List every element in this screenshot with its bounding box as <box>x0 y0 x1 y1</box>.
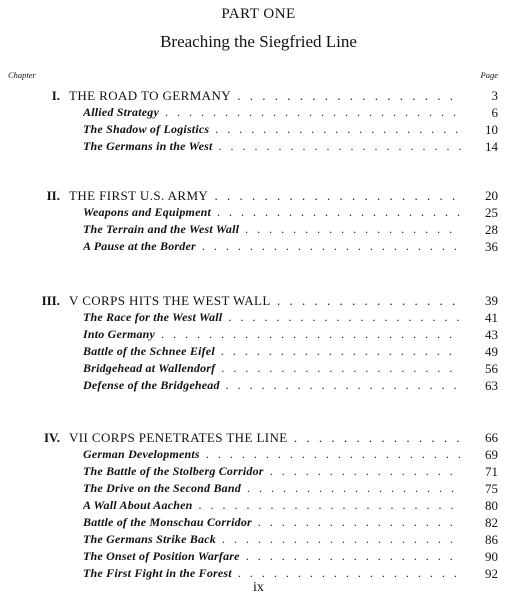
part-subtitle: Breaching the Siegfried Line <box>160 32 357 51</box>
section-title: Weapons and Equipment . . . <box>83 204 461 221</box>
toc-chapter-entry <box>0 429 517 446</box>
page-column-heading: Page <box>480 70 498 80</box>
page-number: 43 <box>485 327 498 342</box>
toc-chapter-entry <box>0 87 517 104</box>
section-title: Battle of the Monschau Corridor . . . <box>83 514 461 531</box>
chapter-number: III. <box>41 293 60 308</box>
section-title: A Pause at the Border . . . <box>83 238 461 255</box>
page-number: 49 <box>485 344 498 359</box>
chapter-title: THE FIRST U.S. ARMY . . . <box>69 187 461 204</box>
page-number: 56 <box>485 361 498 376</box>
page-number: 69 <box>485 447 498 462</box>
section-title: The Battle of the Stolberg Corridor . . . <box>83 463 461 480</box>
page-number: 80 <box>485 498 498 513</box>
section-title: Battle of the Schnee Eifel . . . <box>83 343 461 360</box>
section-title: The Shadow of Logistics . . . <box>83 121 461 138</box>
page-number: 71 <box>485 464 498 479</box>
section-title: The Terrain and the West Wall . . . <box>83 221 461 238</box>
section-title: Bridgehead at Wallendorf . . . <box>83 360 461 377</box>
section-title: A Wall About Aachen . . . <box>83 497 461 514</box>
toc-chapter-entry <box>0 187 517 204</box>
section-title: The First Fight in the Forest . . . <box>83 565 461 582</box>
page-number: 92 <box>485 566 498 581</box>
chapter-title: VII CORPS PENETRATES THE LINE . . . <box>69 429 461 446</box>
toc-section-entry <box>0 446 517 463</box>
chapter-column-heading: Chapter <box>8 70 36 80</box>
page-number: 36 <box>485 239 498 254</box>
page-folio: ix <box>253 580 264 595</box>
page-number: 86 <box>485 532 498 547</box>
page-number: 14 <box>485 139 498 154</box>
page-number: 20 <box>485 188 498 203</box>
section-title: The Germans in the West . . . <box>83 138 461 155</box>
toc-section-entry <box>0 326 517 343</box>
toc-section-entry <box>0 548 517 565</box>
page-number: 28 <box>485 222 498 237</box>
toc-section-entry <box>0 204 517 221</box>
section-title: Allied Strategy . . . <box>83 104 461 121</box>
chapter-number: II. <box>46 188 60 203</box>
section-title: Into Germany . . . <box>83 326 461 343</box>
toc-section-entry <box>0 343 517 360</box>
page-number: 66 <box>485 430 498 445</box>
toc-section-entry <box>0 514 517 531</box>
toc-section-entry <box>0 238 517 255</box>
toc-section-entry <box>0 497 517 514</box>
section-title: The Onset of Position Warfare . . . <box>83 548 461 565</box>
page-number: 25 <box>485 205 498 220</box>
part-title: PART ONE <box>221 6 296 22</box>
toc-section-entry <box>0 121 517 138</box>
page-number: 39 <box>485 293 498 308</box>
chapter-number: I. <box>51 88 60 103</box>
chapter-title: V CORPS HITS THE WEST WALL . . . <box>69 292 461 309</box>
toc-section-entry <box>0 221 517 238</box>
section-title: The Germans Strike Back . . . <box>83 531 461 548</box>
toc-section-entry <box>0 531 517 548</box>
toc-section-entry <box>0 463 517 480</box>
toc-section-entry <box>0 309 517 326</box>
toc-chapter-entry <box>0 292 517 309</box>
section-title: The Drive on the Second Band . . . <box>83 480 461 497</box>
page-number: 63 <box>485 378 498 393</box>
section-title: The Race for the West Wall . . . <box>83 309 461 326</box>
toc-section-entry <box>0 360 517 377</box>
toc-section-entry <box>0 104 517 121</box>
section-title: German Developments . . . <box>83 446 461 463</box>
toc-section-entry <box>0 480 517 497</box>
page-number: 82 <box>485 515 498 530</box>
page-number: 90 <box>485 549 498 564</box>
section-title: Defense of the Bridgehead . . . <box>83 377 461 394</box>
page-number: 75 <box>485 481 498 496</box>
page-number: 41 <box>485 310 498 325</box>
page-number: 10 <box>485 122 498 137</box>
toc-section-entry <box>0 377 517 394</box>
toc-section-entry <box>0 138 517 155</box>
chapter-title: THE ROAD TO GERMANY . . . <box>69 87 461 104</box>
page-number: 3 <box>491 88 498 103</box>
page-number: 6 <box>491 105 498 120</box>
chapter-number: IV. <box>43 430 60 445</box>
